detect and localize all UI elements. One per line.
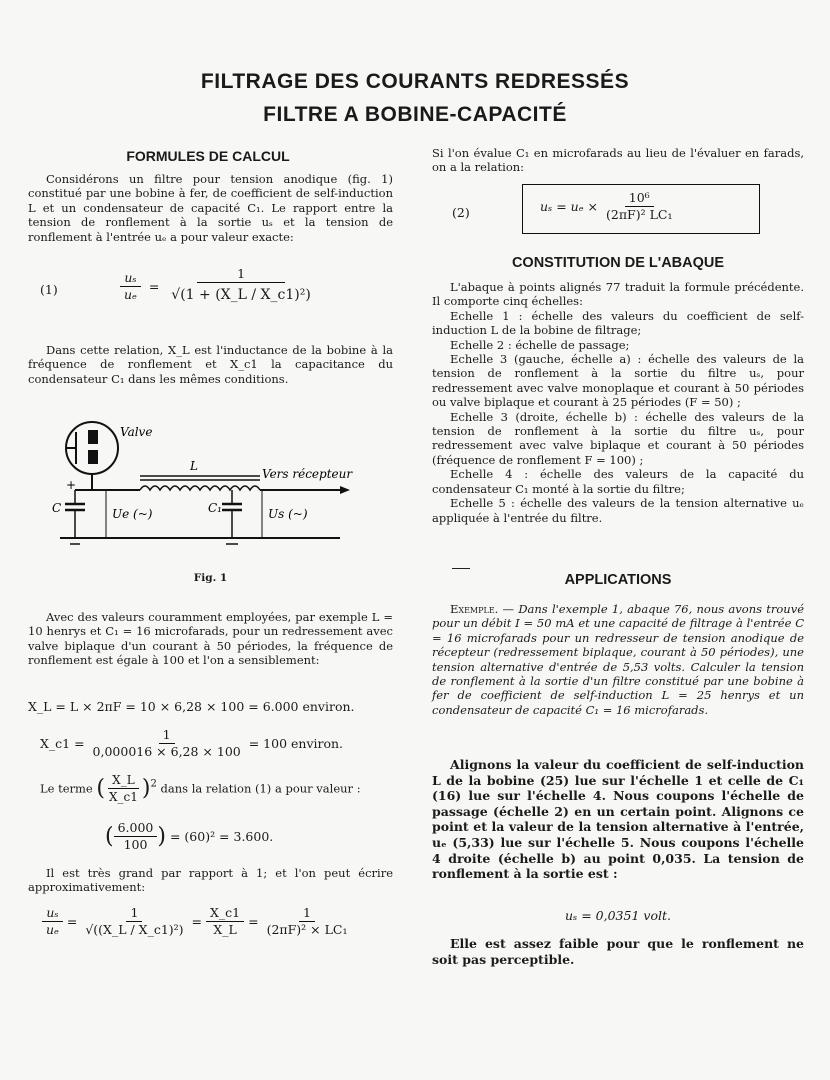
fig-label-plus: + — [66, 478, 77, 492]
terme-frac-num: X_L — [108, 772, 139, 789]
eq-xc — [40, 727, 343, 760]
eq-xc-rhs: = 100 environ. — [248, 736, 344, 751]
fig1-caption: Fig. 1 — [193, 572, 228, 584]
heading-applications: APPLICATIONS — [564, 572, 672, 588]
eq1-rhs-den: √(1 + (X_L / X_c1)²) — [171, 287, 311, 303]
eq2-num: 10⁶ — [625, 190, 654, 207]
eq-xc-num: 1 — [159, 727, 175, 744]
constitution-item: Echelle 1 : échelle des valeurs du coefficient de self-induction L de la bobine de filtrage; — [432, 308, 804, 338]
final-paragraph: Elle est assez faible pour que le ronflement ne soit pas perceptible. — [432, 936, 804, 967]
constitution-item: Echelle 3 (gauche, échelle a) : échelle des valeurs de la tension de ronflement à la sortie du filtre uₛ, pour redressement avec valve monoplaque et courant à 50 périodes ou valve biplaque et courant à 25 périodes (F = 50) ; — [432, 352, 804, 410]
exemple-text: Dans l'exemple 1, abaque 76, nous avons trouvé pour un débit I = 50 mA et une capacité de filtrage à l'entrée C = 16 microfarads pour un redresseur de tension anodique de récepteur (redressement biplaque, courant à 50 périodes), une tension alternative d'entrée de 5,53 volts. Calculer la tension de ronflement à la sortie d'un filtre constitué par une bobine à fer de coefficient de self-induction L = 25 henrys et un condensateur de capacité C₁ = 16 microfarads. — [432, 602, 804, 717]
eq1-label: (1) — [40, 282, 58, 297]
eq2-den: (2πF)² LC₁ — [606, 207, 673, 222]
eq-xl: X_L = L × 2πF = 10 × 6,28 × 100 = 6.000 environ. — [28, 699, 355, 714]
fig1-circuit-diagram — [40, 408, 380, 558]
left-intro: Considérons un filtre pour tension anodique (fig. 1) constitué par une bobine à fer, de coefficient de self-induction L et un condensateur de capacité C₁. Le rapport entre la tension de ronflement à la sortie uₛ et la tension de ronflement à l'entrée uₑ a pour valeur exacte: — [28, 172, 393, 244]
eq-xc-lhs: X_c1 = — [40, 736, 85, 751]
eq1-rhs-num: 1 — [197, 266, 285, 283]
exemple-paragraph — [432, 602, 804, 717]
constitution-list — [432, 280, 804, 525]
eq-terme: Le terme ( $\frac{X\_L}{X\_c1}$ )$^2$ dans la relation (1) a pour valeur : — [40, 773, 361, 804]
constitution-item: Echelle 2 : échelle de passage; — [450, 337, 630, 352]
fig-label-C: C — [52, 501, 62, 515]
eq2-lhs: uₛ = uₑ × — [540, 199, 599, 214]
left-para4: Il est très grand par rapport à 1; et l'on peut écrire approximativement: — [28, 866, 393, 895]
result-line: uₛ = 0,0351 volt. — [565, 908, 671, 923]
eq-val: ( $\frac{6.000}{100}$ ) = (60)² = 3.600. — [105, 820, 274, 852]
alignons-paragraph: Alignons la valeur du coefficient de self-induction L de la bobine (25) lue sur l'échelle 1 et celle de C₁ (16) lue sur l'échelle 4. Nous coupons l'échelle de passage (échelle 2) en un certain point. Alignons ce point et la valeur de la tension alternative à l'entrée, uₑ (5,33) lue sur l'échelle 5. Nous coupons l'échelle 4 droite (échelle b) au point 0,035. La tension de ronflement à la sortie est : — [432, 757, 804, 882]
eqf-b-num: X_c1 — [206, 905, 244, 922]
eq2 — [540, 190, 676, 223]
fig-label-ue: Ue (~) — [112, 507, 153, 521]
short-rule — [452, 568, 470, 569]
exemple-label: Exemple. — — [450, 602, 515, 616]
eq1-lhs-den: uₑ — [124, 287, 137, 302]
eqf-c-num: 1 — [299, 905, 315, 922]
constitution-item: Echelle 3 (droite, échelle b) : échelle des valeurs de la tension de ronflement à la sortie du filtre uₛ, pour redressement avec valve biplaque et courant à 50 périodes (fréquence de ronflement F = 100) ; — [432, 409, 804, 467]
fig-label-valve: Valve — [120, 425, 153, 439]
inductor-coil — [140, 486, 260, 490]
constitution-item: Echelle 5 : échelle des valeurs de la tension alternative uₑ appliquée à l'entrée du filtre. — [432, 496, 804, 525]
eqf-b-den: X_L — [213, 922, 237, 937]
title-line-1: FILTRAGE DES COURANTS REDRESSÉS — [200, 70, 630, 93]
val-num: 6.000 — [114, 820, 158, 837]
heading-formules: FORMULES DE CALCUL — [126, 148, 290, 164]
eq-final: $\frac{\text{uₛ}}{\text{uₑ}}$ = $\frac{1}{\text{√((X\_L / X\_c1)²)}}$ = $\frac{X\_c1}{X\_L}$ = $\frac{1}{\text{(2πF)² × LC₁}}$ — [42, 905, 351, 938]
eqf-lhs-den: uₑ — [46, 922, 59, 937]
fig-label-us: Us (~) — [268, 507, 308, 521]
fig-label-vers: Vers récepteur — [262, 467, 353, 481]
val-den: 100 — [123, 837, 148, 852]
right-intro: Si l'on évalue C₁ en microfarads au lieu de l'évaluer en farads, on a la relation: — [432, 146, 804, 175]
constitution-item: Echelle 4 : échelle des valeurs de la capacité du condensateur C₁ monté à la sortie du filtre; — [432, 467, 804, 496]
left-para3: Avec des valeurs couramment employées, par exemple L = 10 henrys et C₁ = 16 microfarads, pour un redressement avec valve biplaque d'un courant à 50 périodes, la fréquence de ronflement est égale à 100 et l'on a sensiblement: — [28, 610, 393, 668]
eqf-a-den: √((X_L / X_c1)²) — [85, 922, 184, 937]
left-para2: Dans cette relation, X_L est l'inductance de la bobine à la fréquence de ronflement et X_c1 la capacitance du condensateur C₁ dans les mêmes conditions. — [28, 343, 393, 386]
heading-constitution: CONSTITUTION DE L'ABAQUE — [511, 255, 725, 271]
fig-label-C1: C₁ — [208, 501, 222, 515]
eq1: $\frac{\text{uₛ}}{\text{uₑ}}$ = $\frac{1}{\text{√(1 + (X\_L / X\_c1)²)}}$ — [120, 266, 315, 307]
title-line-2: FILTRE A BOBINE-CAPACITÉ — [263, 103, 567, 126]
eqf-c-den: (2πF)² × LC₁ — [266, 922, 348, 937]
eqf-lhs-num: uₛ — [42, 905, 62, 922]
eqf-a-num: 1 — [126, 905, 142, 922]
terme-frac-den: X_c1 — [108, 790, 138, 804]
constitution-item: L'abaque à points alignés 77 traduit la formule précédente. Il comporte cinq échelles: — [432, 280, 804, 309]
eq-xc-den: 0,000016 × 6,28 × 100 — [92, 744, 241, 759]
eq2-label: (2) — [452, 205, 470, 220]
terme-text-1: Le terme — [40, 781, 93, 796]
terme-text-2: dans la relation (1) a pour valeur : — [160, 781, 361, 796]
val-rhs: = (60)² = 3.600. — [169, 829, 274, 844]
fig-label-L: L — [190, 459, 198, 473]
eq1-lhs-num: uₛ — [120, 270, 140, 287]
